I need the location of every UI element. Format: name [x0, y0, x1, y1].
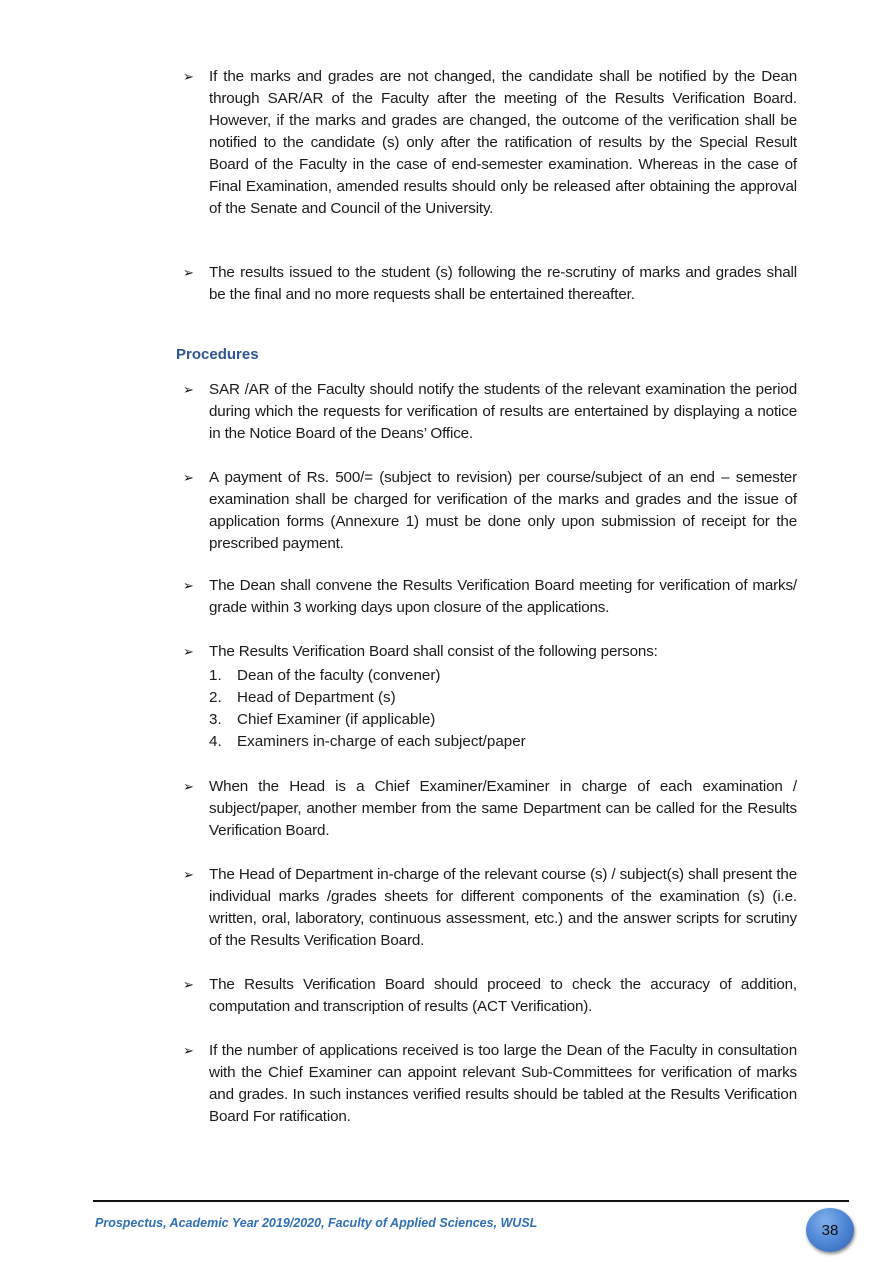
list-item	[209, 687, 797, 709]
bullet-text: If the marks and grades are not changed, the candidate shall be notified by the Dean through SAR/AR of the Faculty after the meeting of the Results Verification Board. However, if the marks and grades are changed, the outcome of the verification shall be notified to the candidate (s) only after the ratification of results by the Special Result Board of the Faculty in the case of end-semester examination. Whereas in the case of Final Examination, amended results should only be released after obtaining the approval of the Senate and Council of the University.	[209, 68, 797, 217]
list-text: Head of Department (s)	[237, 689, 396, 706]
list-item	[209, 665, 797, 687]
bullet-item	[183, 776, 797, 842]
arrow-bullet-icon: ➢	[183, 265, 194, 280]
arrow-bullet-icon: ➢	[183, 977, 194, 992]
bullet-item	[183, 66, 797, 220]
bullet-text: The Head of Department in-charge of the relevant course (s) / subject(s) shall present the individual marks /grades sheets for different components of the examination (s) (i.e. written, oral, laboratory, continuous assessment, etc.) and the answer scripts for scrutiny of the Results Verification Board.	[209, 866, 797, 949]
arrow-bullet-icon: ➢	[183, 1043, 194, 1058]
bullet-text: When the Head is a Chief Examiner/Examiner in charge of each examination / subject/paper, another member from the same Department can be called for the Results Verification Board.	[209, 778, 797, 839]
bullet-text: If the number of applications received is too large the Dean of the Faculty in consultation with the Chief Examiner can appoint relevant Sub-Committees for verification of marks and grades. In such instances verified results should be tabled at the Results Verification Board For ratification.	[209, 1042, 797, 1125]
section-heading: Procedures	[176, 346, 259, 363]
bullet-text: The Results Verification Board should proceed to check the accuracy of addition, computation and transcription of results (ACT Verification).	[209, 976, 797, 1015]
bullet-item	[183, 864, 797, 952]
list-item	[209, 709, 797, 731]
list-number: 4.	[209, 733, 222, 750]
bullet-item	[183, 1040, 797, 1128]
list-text: Examiners in-charge of each subject/paper	[237, 733, 526, 750]
footer-divider	[93, 1200, 849, 1202]
arrow-bullet-icon: ➢	[183, 867, 194, 882]
list-number: 1.	[209, 667, 222, 684]
arrow-bullet-icon: ➢	[183, 644, 194, 659]
bullet-item	[183, 641, 797, 753]
arrow-bullet-icon: ➢	[183, 470, 194, 485]
bullet-item	[183, 974, 797, 1018]
bullet-text: SAR /AR of the Faculty should notify the students of the relevant examination the period during which the requests for verification of results are entertained by displaying a notice in the Notice Board of the Deans’ Office.	[209, 381, 797, 442]
bullet-text: The results issued to the student (s) following the re-scrutiny of marks and grades shall be the final and no more requests shall be entertained thereafter.	[209, 264, 797, 303]
bullet-text: The Results Verification Board shall consist of the following persons:	[209, 643, 658, 660]
board-members-list	[209, 665, 797, 753]
arrow-bullet-icon: ➢	[183, 779, 194, 794]
list-number: 3.	[209, 711, 222, 728]
list-text: Dean of the faculty (convener)	[237, 667, 441, 684]
bullet-item	[183, 467, 797, 555]
list-item	[209, 731, 797, 753]
arrow-bullet-icon: ➢	[183, 382, 194, 397]
bullet-text: A payment of Rs. 500/= (subject to revision) per course/subject of an end – semester examination shall be charged for verification of the marks and grades and the issue of application forms (Annexure 1) must be done only upon submission of receipt for the prescribed payment.	[209, 469, 797, 552]
bullet-item	[183, 262, 797, 306]
list-text: Chief Examiner (if applicable)	[237, 711, 436, 728]
arrow-bullet-icon: ➢	[183, 69, 194, 84]
list-number: 2.	[209, 689, 222, 706]
bullet-item	[183, 379, 797, 445]
footer-caption: Prospectus, Academic Year 2019/2020, Faculty of Applied Sciences, WUSL	[95, 1216, 538, 1230]
bullet-text: The Dean shall convene the Results Verification Board meeting for verification of marks/ grade within 3 working days upon closure of the applications.	[209, 577, 797, 616]
page-number: 38	[821, 1221, 839, 1239]
bullet-item	[183, 575, 797, 619]
page-number-badge	[806, 1208, 854, 1252]
arrow-bullet-icon: ➢	[183, 578, 194, 593]
